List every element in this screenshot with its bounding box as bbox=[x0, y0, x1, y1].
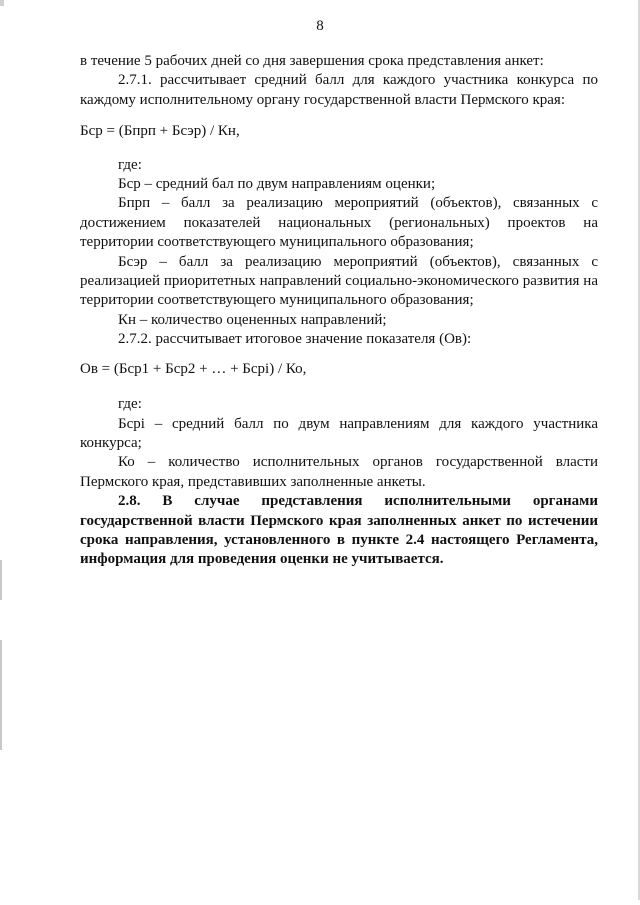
document-body bbox=[80, 52, 598, 570]
definition-bsri: Бсрi – средний балл по двум направлениям для каждого участника конкурса; bbox=[80, 415, 598, 451]
paragraph-2-7-2: 2.7.2. рассчитывает итоговое значение показателя (Ов): bbox=[118, 331, 472, 348]
definition-kn: Кн – количество оцененных направлений; bbox=[118, 311, 387, 328]
scan-mark-left-edge bbox=[0, 0, 3, 905]
page-number: 8 bbox=[316, 18, 324, 34]
definition-bprp: Бпрп – балл за реализацию мероприятий (объектов), связанных с достижением показателей национальных (региональных) проектов на территории соответствующего муниципального образования; bbox=[80, 195, 598, 251]
paragraph-2-7-1: 2.7.1. рассчитывает средний балл для каждого участника конкурса по каждому исполнительному органу государственной власти Пермского края: bbox=[80, 72, 598, 108]
definition-bser: Бсэр – балл за реализацию мероприятий (объектов), связанных с реализацией приоритетных направлений социально-экономического развития на территории соответствующего муниципального образования; bbox=[80, 253, 598, 309]
formula-average-score: Бср = (Бпрп + Бсэр) / Кн, bbox=[80, 123, 240, 140]
where-label-2: где: bbox=[118, 396, 142, 413]
scan-border bbox=[0, 0, 640, 6]
paragraph-2-8: 2.8. В случае представления исполнительными органами государственной власти Пермского края заполненных анкет по истечении срока направления, установленного в пункте 2.4 настоящего Регламента, информация для проведения оценки не учитывается. bbox=[80, 493, 598, 568]
scan-mark-left-1 bbox=[0, 560, 2, 600]
definition-bsr: Бср – средний бал по двум направлениям оценки; bbox=[118, 176, 436, 193]
definition-ko: Ко – количество исполнительных органов государственной власти Пермского края, представивших заполненные анкеты. bbox=[80, 454, 598, 490]
where-label-1: где: bbox=[118, 156, 142, 173]
formula-final-value: Ов = (Бср1 + Бср2 + … + Бсрi) / Ко, bbox=[80, 360, 307, 377]
paragraph-deadline: в течение 5 рабочих дней со дня завершения срока представления анкет: bbox=[80, 53, 544, 69]
scan-mark-left-2 bbox=[0, 640, 2, 750]
